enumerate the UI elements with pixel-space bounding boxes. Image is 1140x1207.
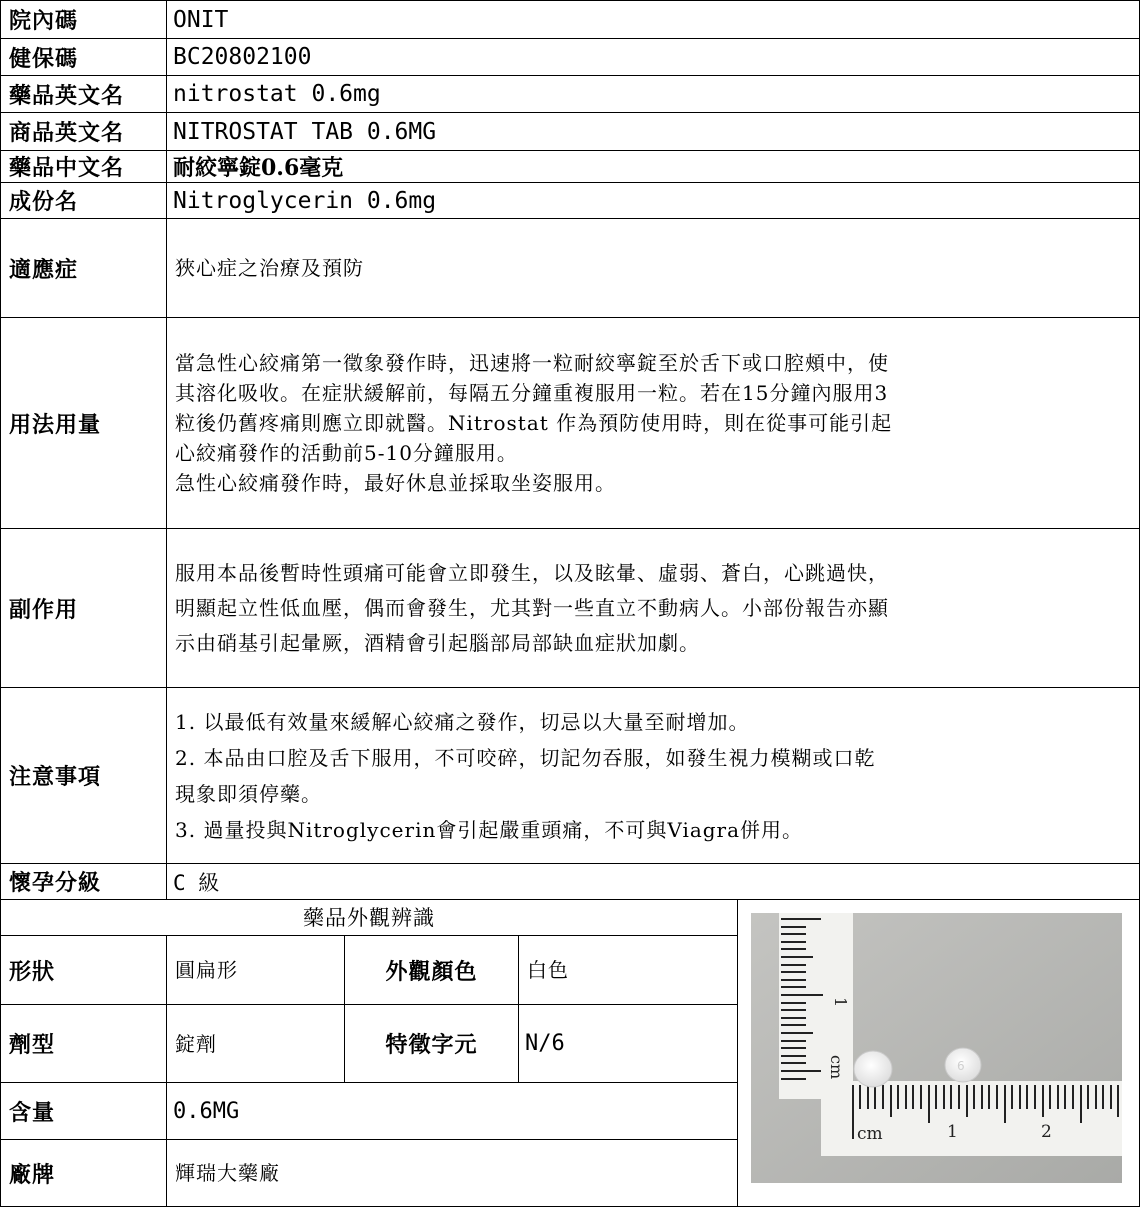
value-dosage-form [166,1004,345,1083]
value-drug-en-name: nitrostat 0.6mg [166,75,1140,113]
shape-text: 圓扁形 [175,958,238,982]
usage-line: 心絞痛發作的活動前5-10分鐘服用。 [175,441,518,465]
pill-imprint: 6 [957,1059,965,1073]
value-drug-zh-name: 耐絞寧錠0.6毫克 [166,150,1140,183]
value-strength: 0.6MG [166,1082,738,1140]
value-hospital-code: ONIT [166,0,1140,39]
indication-text: 狹心症之治療及預防 [175,256,364,280]
label-drug-en-name: 藥品英文名 [0,75,167,113]
label-trade-en-name: 商品英文名 [0,112,167,151]
appearance-header [0,899,738,936]
precautions-line: 3. 過量投與Nitroglycerin會引起嚴重頭痛，不可與Viagra併用。 [175,817,804,842]
value-nhi-code: BC20802100 [166,38,1140,76]
value-usage [166,317,1140,529]
label-usage: 用法用量 [0,317,167,529]
value-trade-en-name: NITROSTAT TAB 0.6MG [166,112,1140,151]
side-effects-line: 服用本品後暫時性頭痛可能會立即發生，以及眩暈、虛弱、蒼白，心跳過快， [175,560,889,585]
side-effects-line: 示由硝基引起暈厥，酒精會引起腦部局部缺血症狀加劇。 [175,630,700,655]
precautions-line: 2. 本品由口腔及舌下服用，不可咬碎，切記勿吞服，如發生視力模糊或口乾 [175,745,876,770]
value-color [518,935,738,1005]
label-shape: 形狀 [0,935,167,1005]
dosage-form-text: 錠劑 [175,1031,217,1056]
label-dosage-form: 劑型 [0,1004,167,1083]
label-drug-zh-name: 藥品中文名 [0,150,167,183]
value-indication [166,218,1140,318]
value-brand [166,1139,738,1207]
label-precautions: 注意事項 [0,687,167,864]
color-text: 白色 [527,958,569,982]
vertical-ruler-mark: 1 [831,997,850,1008]
side-effects-line: 明顯起立性低血壓，偶而會發生，尤其對一些直立不動病人。小部份報告亦顯 [175,595,889,620]
label-hospital-code: 院內碼 [0,0,167,39]
horizontal-ruler [821,1081,1122,1156]
brand-text: 輝瑞大藥廠 [175,1161,280,1185]
label-side-effects: 副作用 [0,528,167,688]
usage-line: 急性心絞痛發作時，最好休息並採取坐姿服用。 [175,471,616,495]
label-color: 外觀顏色 [344,935,519,1005]
precautions-line: 1. 以最低有效量來緩解心絞痛之發作，切忌以大量至耐增加。 [175,709,750,734]
horizontal-ruler-unit: cm [857,1124,883,1144]
usage-line: 當急性心絞痛第一徵象發作時，迅速將一粒耐絞寧錠至於舌下或口腔頰中，使 [175,351,889,375]
usage-line: 粒後仍舊疼痛則應立即就醫。Nitrostat 作為預防使用時，則在從事可能引起 [175,411,893,435]
appearance-header-text: 藥品外觀辨識 [303,905,435,930]
value-pregnancy: C 級 [166,863,1140,900]
pill-front [854,1051,892,1087]
vertical-ruler [779,913,853,1099]
label-indication: 適應症 [0,218,167,318]
ruler-photo-svg [751,913,1122,1183]
label-pregnancy: 懷孕分級 [0,863,167,900]
horizontal-ruler-mark-1: 1 [947,1122,958,1142]
value-side-effects [166,528,1140,688]
label-ingredient: 成份名 [0,182,167,219]
label-brand: 廠牌 [0,1139,167,1207]
precautions-line: 現象即須停藥。 [175,781,322,806]
label-nhi-code: 健保碼 [0,38,167,76]
horizontal-ruler-mark-2: 2 [1041,1122,1052,1142]
label-strength: 含量 [0,1082,167,1140]
value-precautions [166,687,1140,864]
value-marking: N/6 [518,1004,738,1083]
usage-line: 其溶化吸收。在症狀緩解前，每隔五分鐘重複服用一粒。若在15分鐘內服用3 [175,381,889,405]
pill-photo [751,913,1122,1183]
label-marking: 特徵字元 [344,1004,519,1083]
value-shape [166,935,345,1005]
vertical-ruler-unit: cm [827,1055,846,1080]
value-ingredient: Nitroglycerin 0.6mg [166,182,1140,219]
